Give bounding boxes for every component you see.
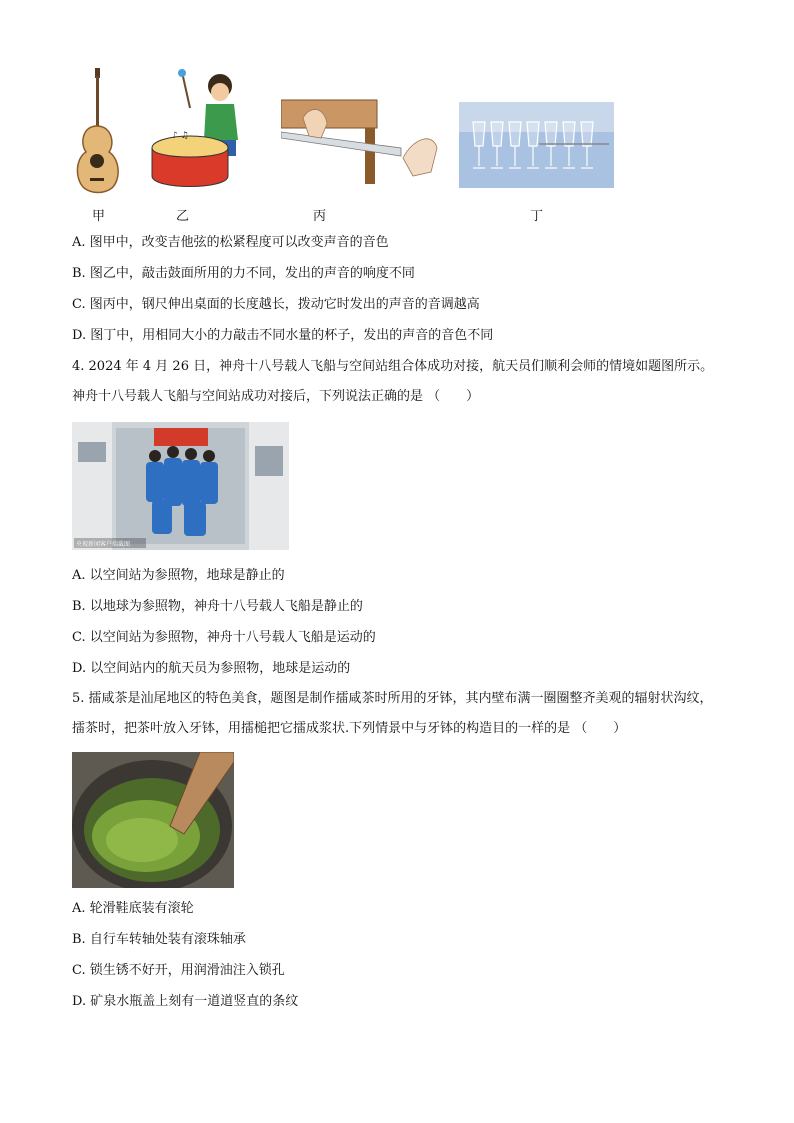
q4-option-b: B. 以地球为参照物，神舟十八号载人飞船是静止的 [72, 599, 363, 614]
caption-jia: 甲 [92, 209, 106, 224]
caption-ding: 丁 [530, 209, 544, 224]
photo-caption: 央视新闻客户端截图 [76, 541, 131, 548]
caption-yi: 乙 [176, 209, 190, 224]
drum-figure [150, 68, 246, 190]
q4-option-d: D. 以空间站内的航天员为参照物，地球是运动的 [72, 661, 351, 676]
q5-option-a: A. 轮滑鞋底装有滚轮 [72, 901, 194, 916]
q5-option-d: D. 矿泉水瓶盖上刻有一道道竖直的条纹 [72, 994, 299, 1009]
q3-option-a: A. 图甲中，改变吉他弦的松紧程度可以改变声音的音色 [72, 235, 389, 250]
space-station-photo [72, 422, 289, 550]
glasses-figure [459, 102, 614, 188]
q3-option-d: D. 图丁中，用相同大小的力敲击不同水量的杯子，发出的声音的音色不同 [72, 328, 494, 343]
mortar-photo [72, 752, 234, 888]
q5-stem: 5. 擂咸茶是汕尾地区的特色美食，题图是制作擂咸茶时所用的牙钵，其内壁布满一圈圈整齐美观的辐射状沟纹，擂茶时，把茶叶放入牙钵，用擂槌把它擂成浆状.下列情景中与牙钵的构造目的一样的是 （ ） [72, 691, 713, 736]
q4-option-a: A. 以空间站为参照物，地球是静止的 [72, 568, 285, 583]
q5-option-b: B. 自行车转轴处装有滚珠轴承 [72, 932, 246, 947]
q3-option-b: B. 图乙中，敲击鼓面所用的力不同，发出的声音的响度不同 [72, 266, 415, 281]
q5-option-c: C. 锁生锈不好开，用润滑油注入锁孔 [72, 963, 285, 978]
ruler-figure [281, 98, 439, 184]
caption-bing: 丙 [313, 209, 327, 224]
q3-option-c: C. 图丙中，钢尺伸出桌面的长度越长，拨动它时发出的声音的音调越高 [72, 297, 480, 312]
svg-text:♪ ♫: ♪ ♫ [172, 131, 189, 141]
q4-option-c: C. 以空间站为参照物，神舟十八号载人飞船是运动的 [72, 630, 376, 645]
q4-stem: 4. 2024 年 4 月 26 日，神舟十八号载人飞船与空间站组合体成功对接，航天员们顺利会师的情境如题图所示。神舟十八号载人飞船与空间站成功对接后，下列说法正确的是 （ ） [72, 359, 714, 404]
guitar-figure [72, 66, 122, 194]
